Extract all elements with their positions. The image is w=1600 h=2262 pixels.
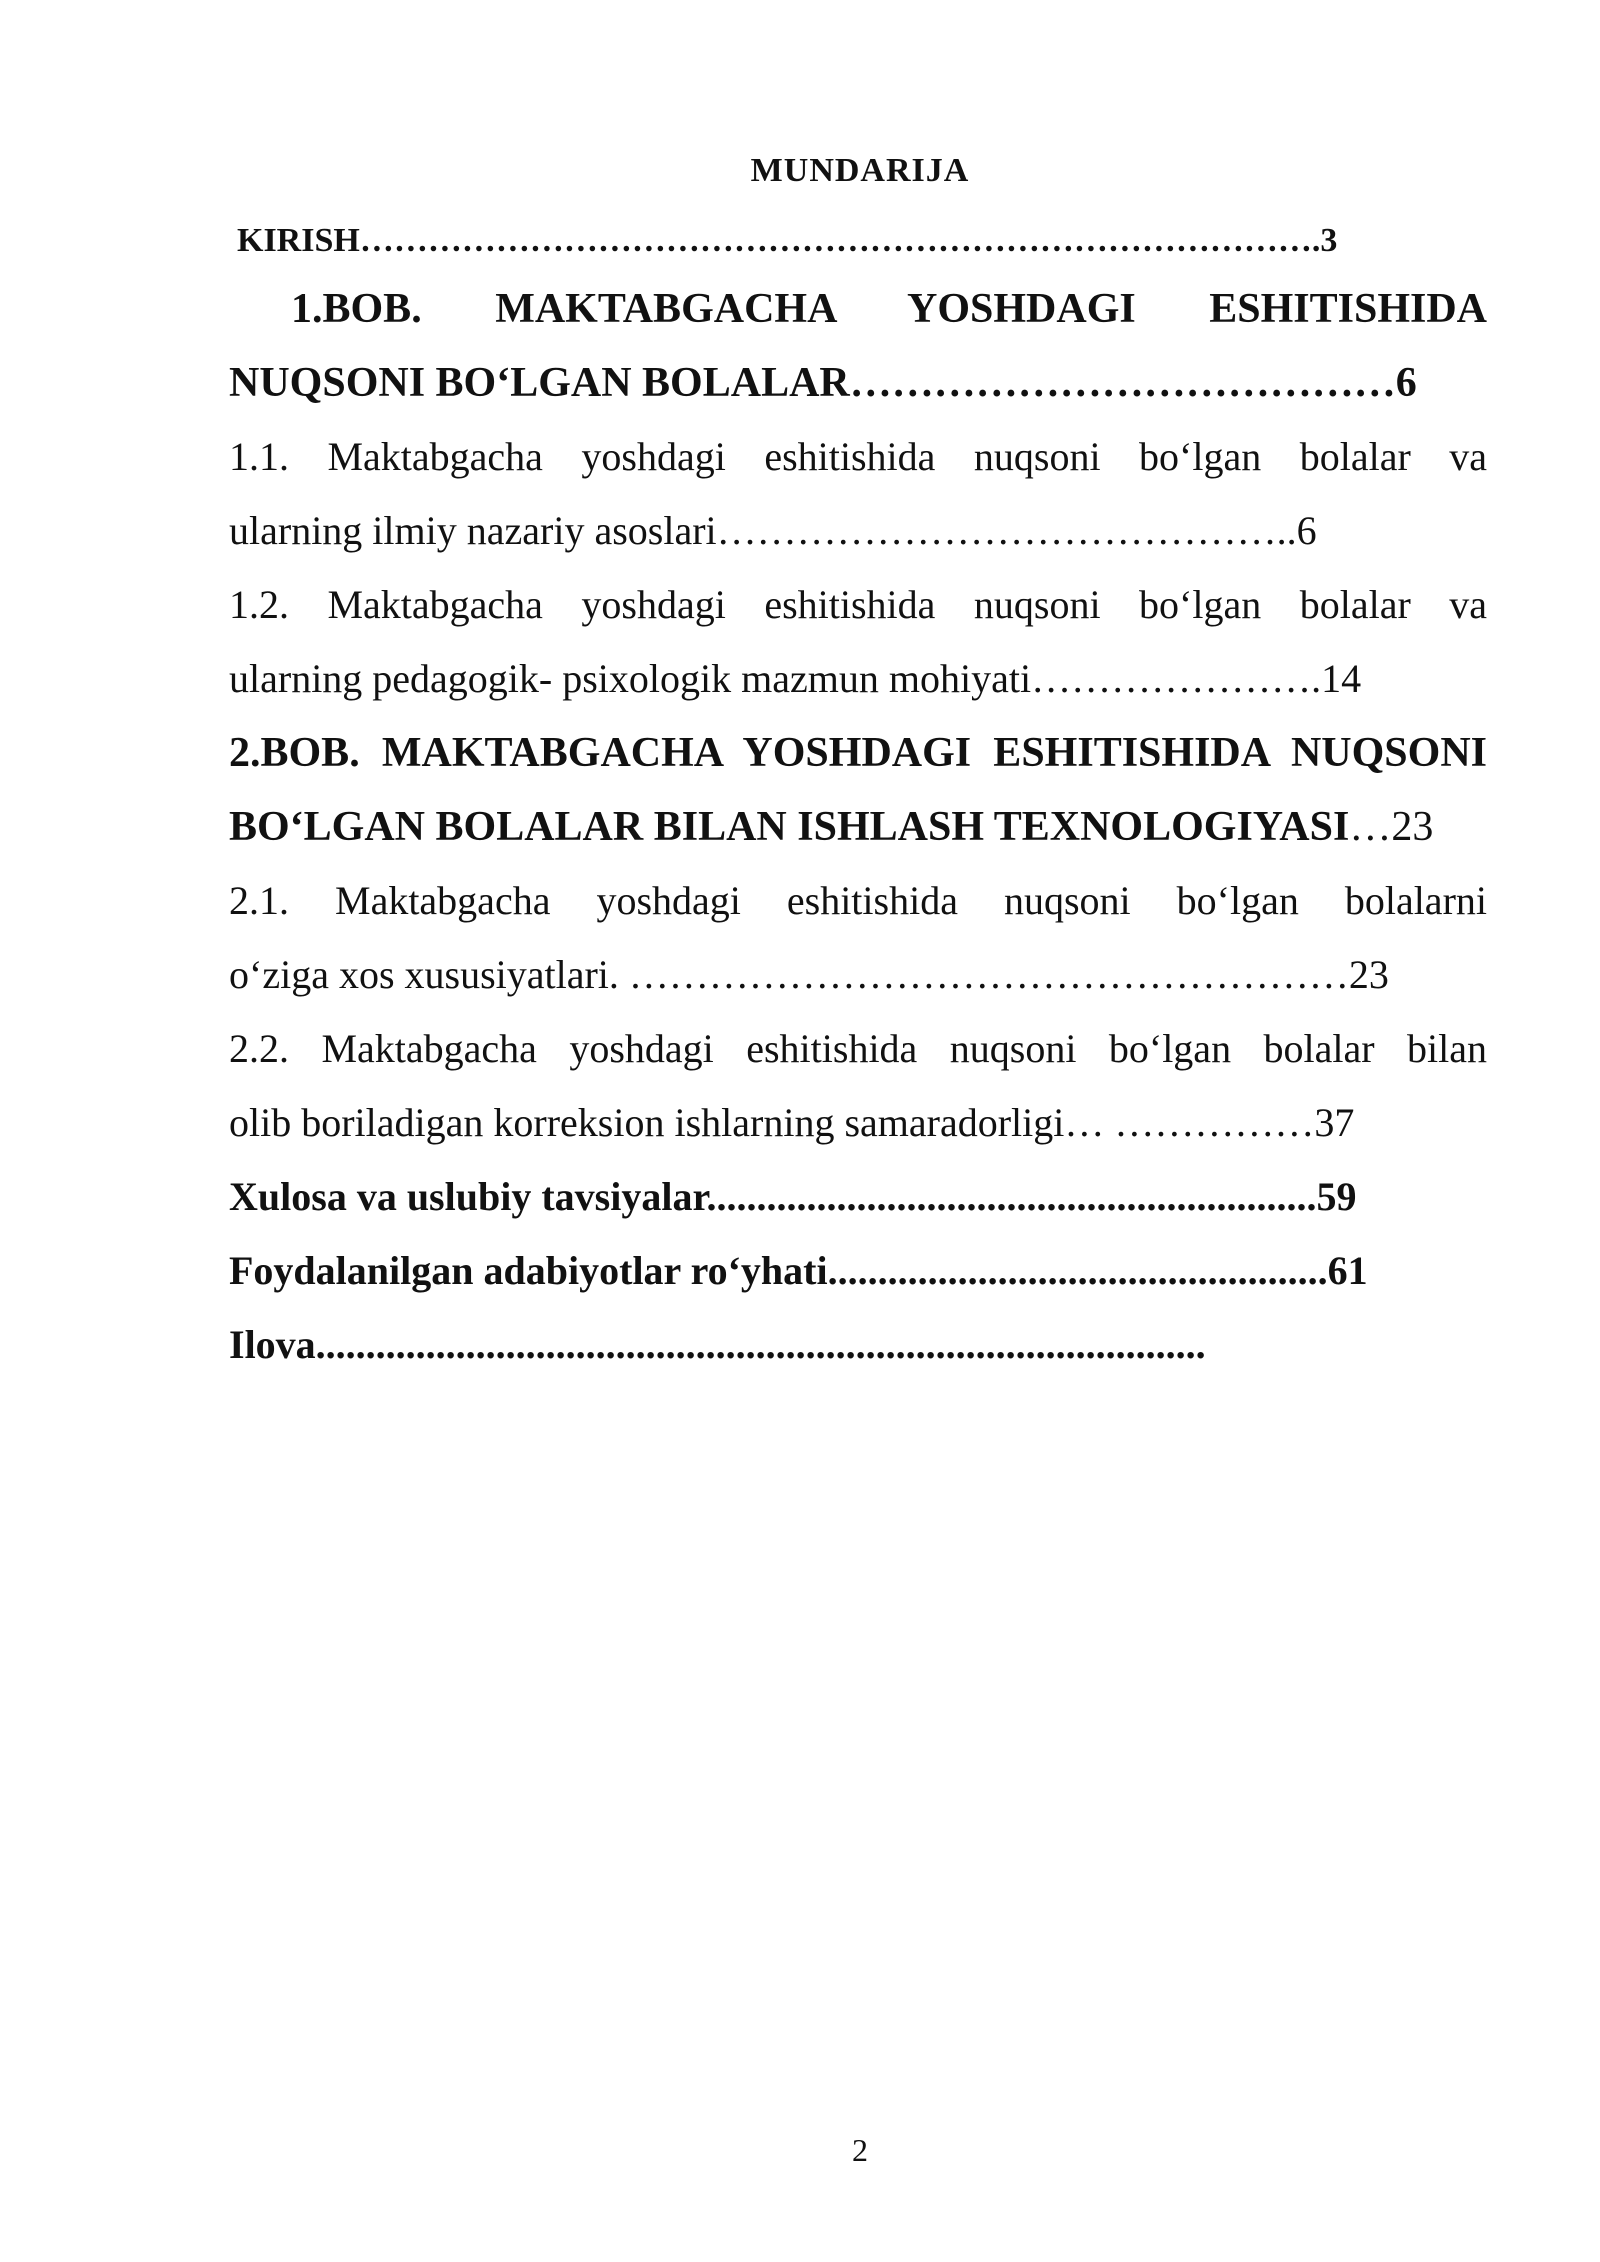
toc-section-1-2: 1.2. Maktabgacha yoshdagi eshitishida nuqsoni bo‘lgan bolalar va [229,582,1487,627]
toc-chapter-2-heading: 2.BOB. MAKTABGACHA YOSHDAGI ESHITISHIDA NUQSONI [229,730,1487,776]
toc-section-1-1: 1.1. Maktabgacha yoshdagi eshitishida nuqsoni bo‘lgan bolalar va [229,434,1487,479]
toc-entry-xulosa: Xulosa va uslubiy tavsiyalar.............................................................59 [229,1174,1357,1219]
toc-chapter-2-heading-cont-bold: BO‘LGAN BOLALAR BILAN ISHLASH TEXNOLOGIYASI [229,804,1350,850]
page-title: MUNDARIJA [750,152,970,189]
table-of-contents [229,210,1487,1382]
toc-section-2-2-cont: olib boriladigan korreksion ishlarning samaradorligi… ……………37 [229,1100,1355,1145]
toc-chapter-1-heading: 1.BOB. MAKTABGACHA YOSHDAGI ESHITISHIDA [291,286,1487,332]
toc-chapter-2-page: …23 [1349,804,1434,850]
toc-section-1-2-cont: ularning pedagogik- psixologik mazmun mohiyati………………….14 [229,656,1362,701]
toc-section-2-1-cont: o‘ziga xos xususiyatlari. ………………………………………………23 [229,952,1389,997]
toc-entry-kirish: KIRISH………………………………………………………………………….3 [237,222,1338,259]
toc-chapter-1-heading-cont: NUQSONI BO‘LGAN BOLALAR…………………………………6 [229,360,1417,406]
toc-section-2-2: 2.2. Maktabgacha yoshdagi eshitishida nuqsoni bo‘lgan bolalar bilan [229,1026,1487,1071]
toc-section-1-1-cont: ularning ilmiy nazariy asoslari……………………………………..6 [229,508,1317,553]
toc-entry-ilova: Ilova......................................................................................... [229,1322,1206,1367]
toc-entry-adabiyotlar: Foydalanilgan adabiyotlar ro‘yhati..................................................61 [229,1248,1368,1293]
toc-chapter-2-heading-cont [229,790,1487,864]
toc-section-2-1: 2.1. Maktabgacha yoshdagi eshitishida nuqsoni bo‘lgan bolalarni [229,878,1487,923]
page-number: 2 [852,2132,868,2168]
